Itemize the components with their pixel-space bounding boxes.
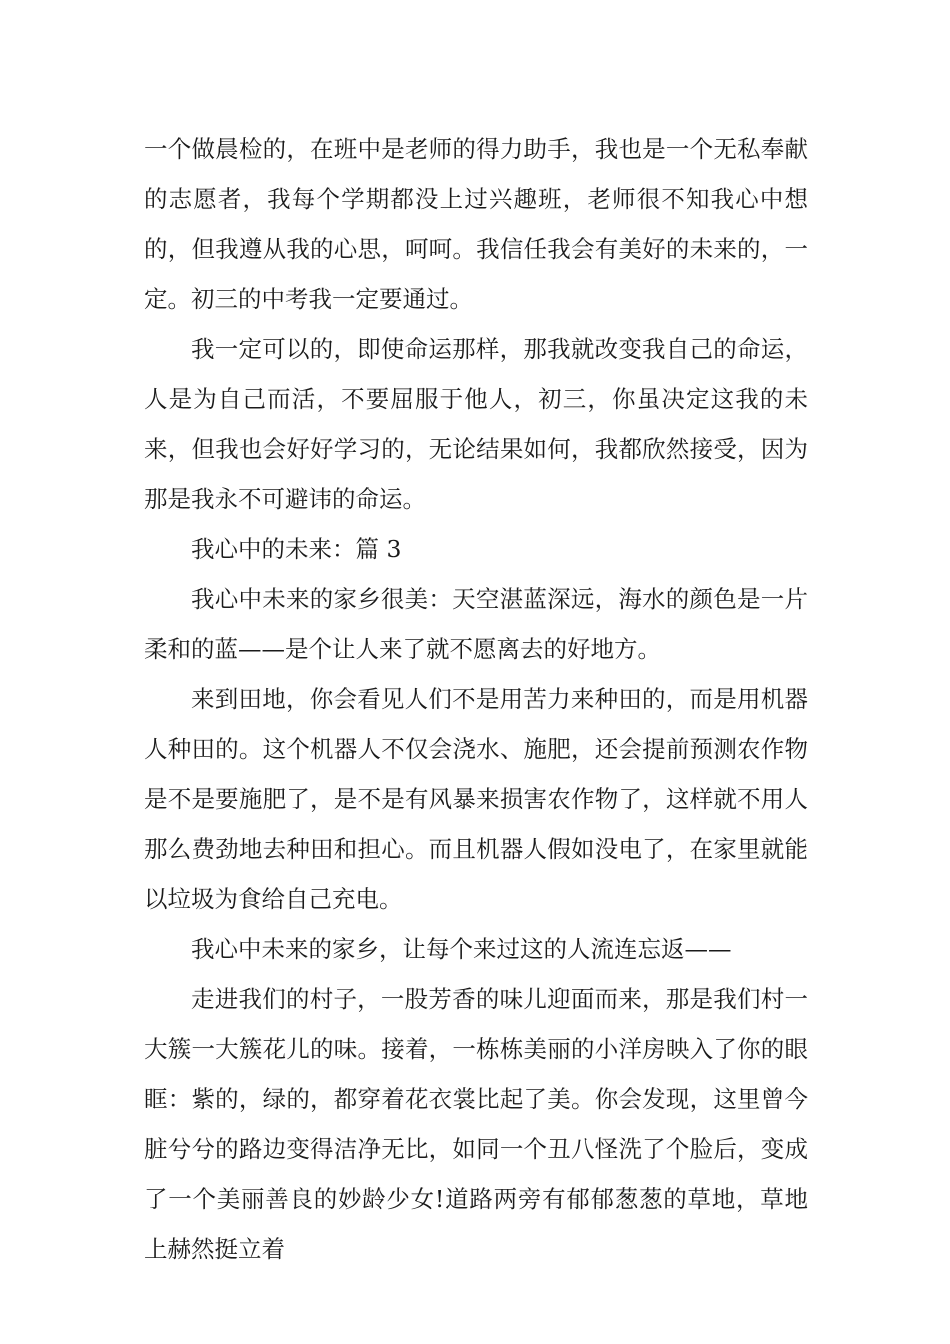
section-heading: 我心中的未来：篇 3 xyxy=(191,535,402,563)
document-body xyxy=(144,124,808,1274)
paragraph: 来到田地，你会看见人们不是用苦力来种田的，而是用机器人种田的。这个机器人不仅会浇水、施肥，还会提前预测农作物是不是要施肥了，是不是有风暴来损害农作物了，这样就不用人那么费劲地去种田和担心。而且机器人假如没电了，在家里就能以垃圾为食给自己充电。 xyxy=(144,685,808,913)
paragraph: 我心中未来的家乡，让每个来过这的人流连忘返—— xyxy=(191,935,732,963)
paragraph: 我心中未来的家乡很美：天空湛蓝深远，海水的颜色是一片柔和的蓝——是个让人来了就不愿离去的好地方。 xyxy=(144,585,808,663)
paragraph: 一个做晨检的，在班中是老师的得力助手，我也是一个无私奉献的志愿者，我每个学期都没上过兴趣班，老师很不知我心中想的，但我遵从我的心思，呵呵。我信任我会有美好的未来的，一定。初三的中考我一定要通过。 xyxy=(144,135,808,313)
paragraph: 我一定可以的，即使命运那样，那我就改变我自己的命运，人是为自己而活，不要屈服于他人，初三，你虽决定这我的未来，但我也会好好学习的，无论结果如何，我都欣然接受，因为那是我永不可避讳的命运。 xyxy=(144,335,808,513)
paragraph: 走进我们的村子，一股芳香的味儿迎面而来，那是我们村一大簇一大簇花儿的味。接着，一栋栋美丽的小洋房映入了你的眼眶：紫的，绿的，都穿着花衣裳比起了美。你会发现，这里曾今脏兮兮的路边变得洁净无比，如同一个丑八怪洗了个脸后，变成了一个美丽善良的妙龄少女!道路两旁有郁郁葱葱的草地，草地上赫然挺立着 xyxy=(144,985,808,1263)
